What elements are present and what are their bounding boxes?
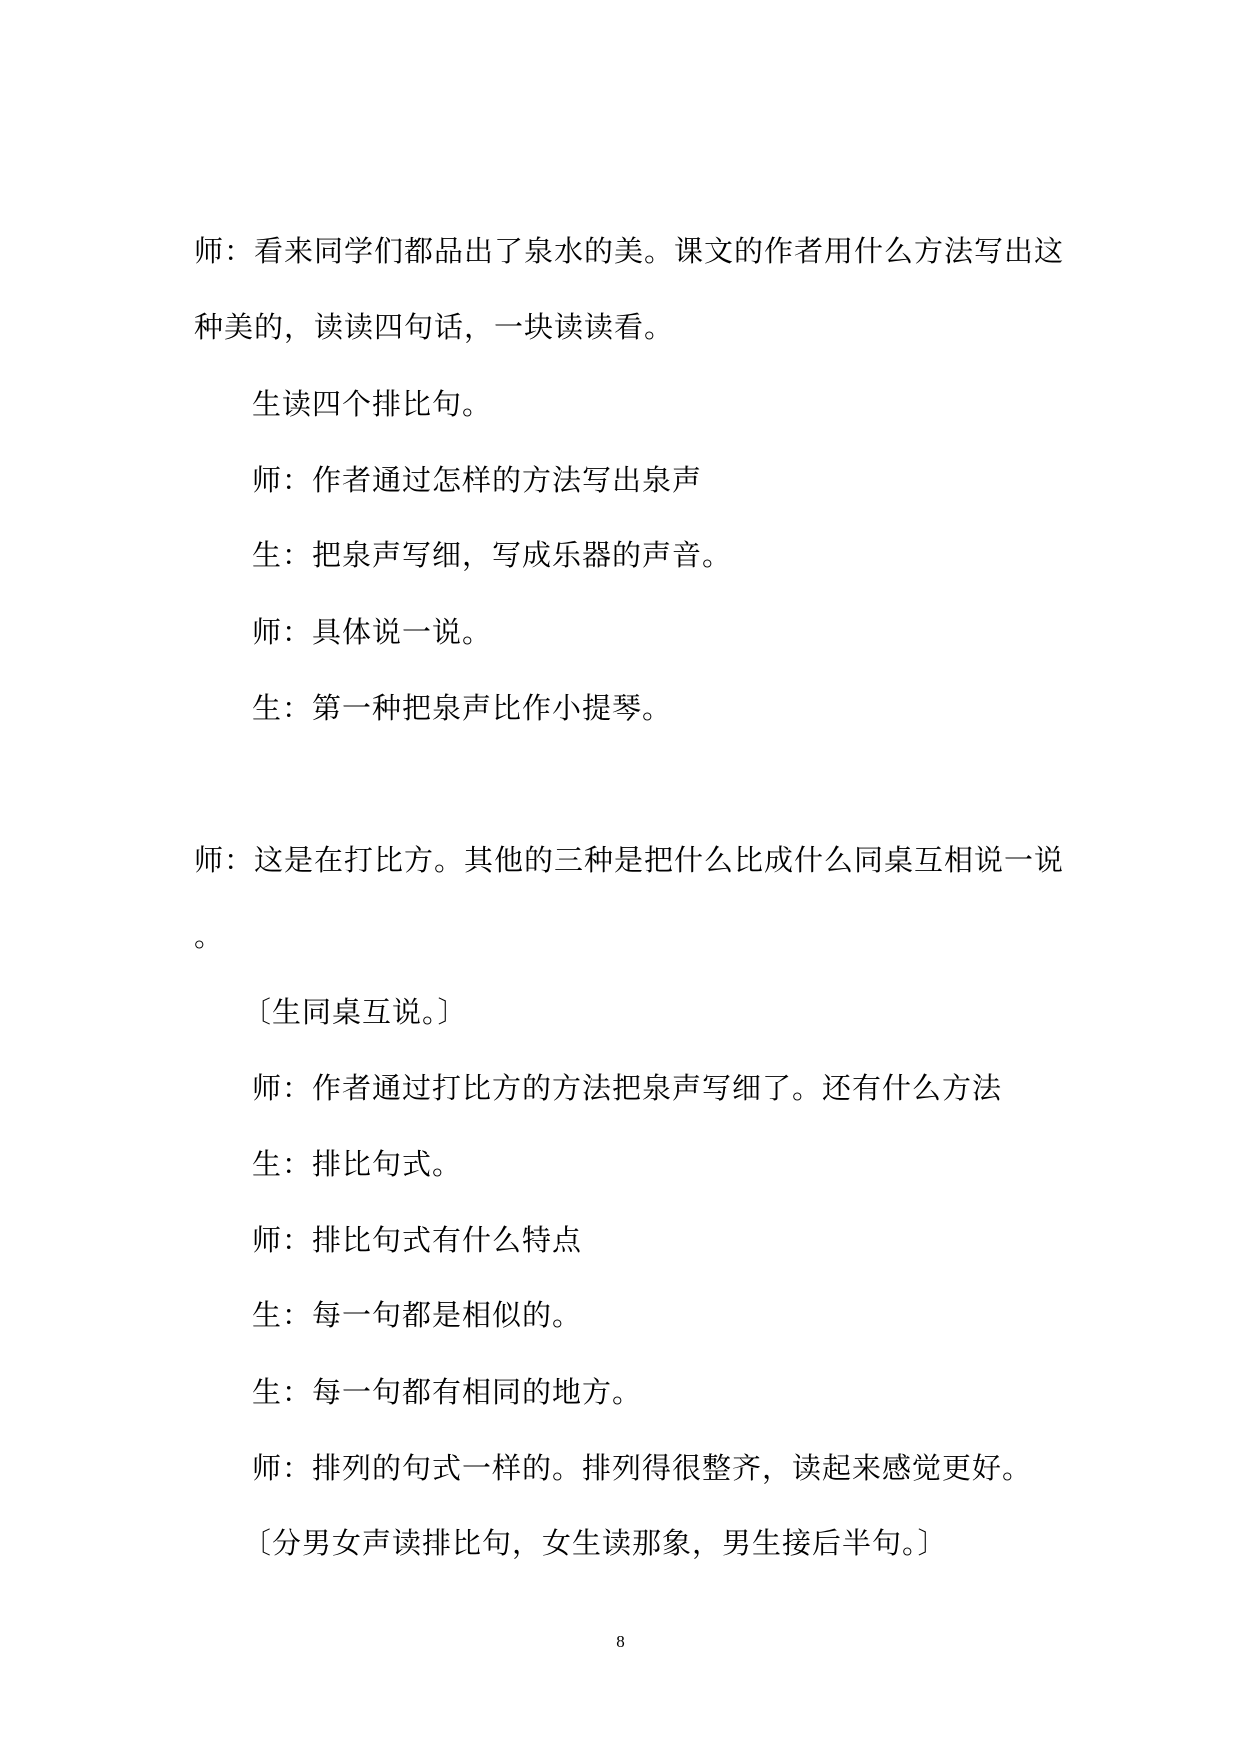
text-line-11: 师：作者通过打比方的方法把泉声写细了。还有什么方法 — [252, 1071, 1003, 1105]
text-line-12: 生：排比句式。 — [252, 1147, 463, 1181]
text-line-14: 生：每一句都是相似的。 — [252, 1298, 583, 1332]
text-line-17: 〔分男女声读排比句，女生读那象，男生接后半句。〕 — [242, 1526, 948, 1560]
text-line-7: 生：第一种把泉声比作小提琴。 — [252, 691, 673, 725]
text-line-5: 生：把泉声写细，写成乐器的声音。 — [252, 538, 733, 572]
text-line-9: 。 — [194, 919, 225, 953]
text-line-3: 生读四个排比句。 — [252, 387, 493, 421]
text-line-8: 师：这是在打比方。其他的三种是把什么比成什么同桌互相说一说 — [194, 843, 1065, 877]
text-line-6: 师：具体说一说。 — [252, 615, 493, 649]
page-number: 8 — [616, 1632, 625, 1651]
text-line-10: 〔生同桌互说。〕 — [242, 995, 468, 1029]
text-line-4: 师：作者通过怎样的方法写出泉声 — [252, 463, 703, 497]
text-line-15: 生：每一句都有相同的地方。 — [252, 1375, 643, 1409]
text-line-2: 种美的，读读四句话，一块读读看。 — [194, 310, 675, 344]
text-line-16: 师：排列的句式一样的。排列得很整齐，读起来感觉更好。 — [252, 1451, 1033, 1485]
text-line-13: 师：排比句式有什么特点 — [252, 1223, 583, 1257]
text-line-1: 师：看来同学们都品出了泉水的美。课文的作者用什么方法写出这 — [194, 234, 1065, 268]
